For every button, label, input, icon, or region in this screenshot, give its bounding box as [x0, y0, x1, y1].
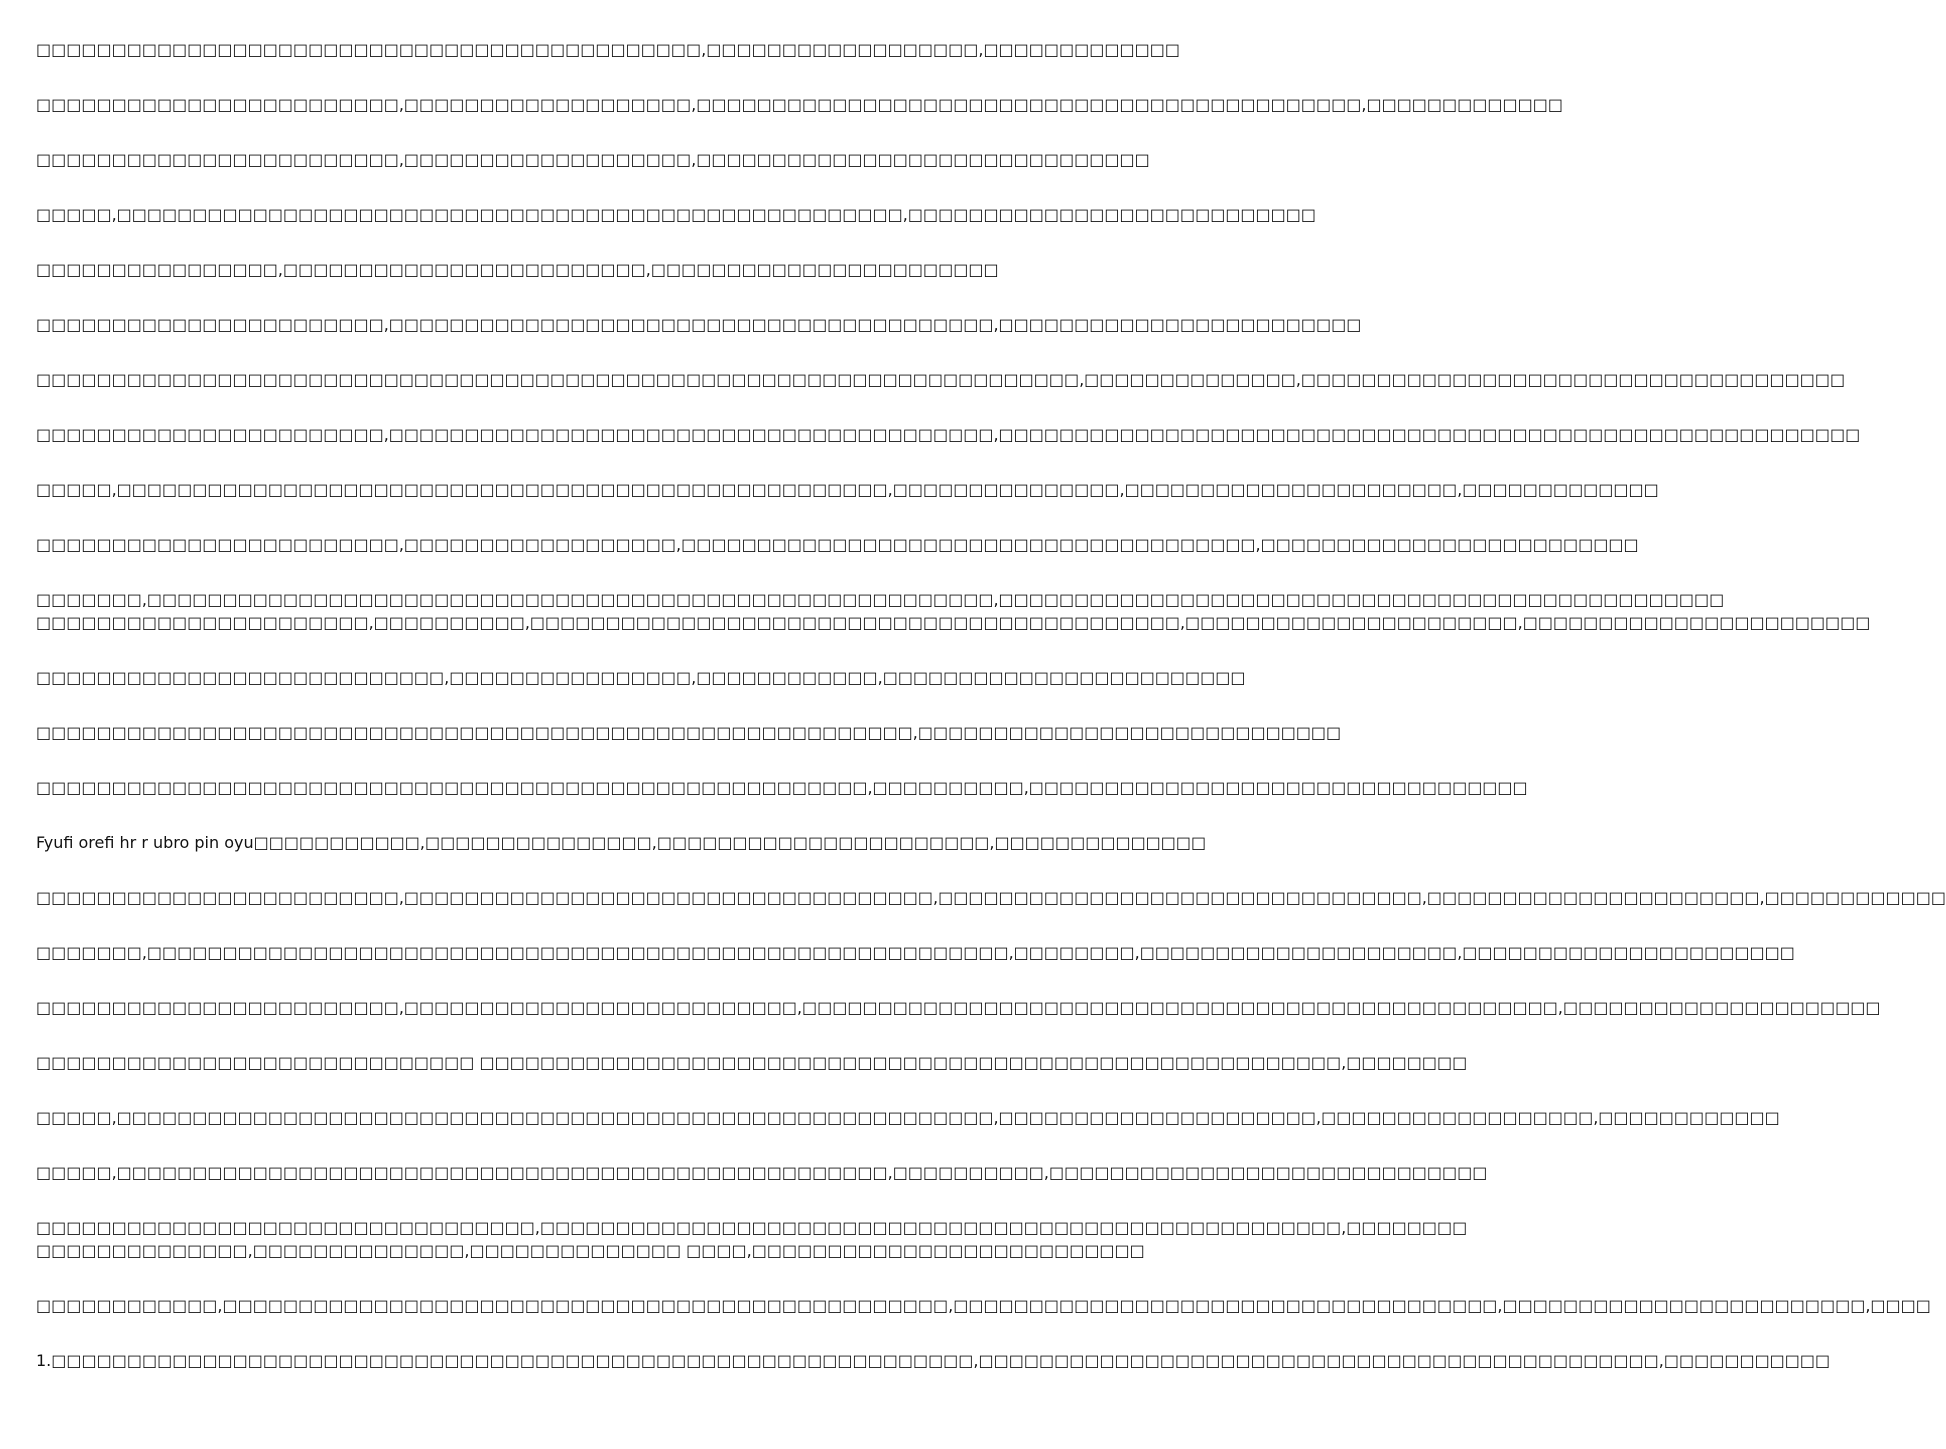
- text-line: □□□□□□□□□□□□,□□□□□□□□□□□□□□□□□□□□□□□□□□□□□□□□□□□□□□□□□□□□□□□□,□□□□□□□□□□□□□□□□□□□□□□□□□□□□□□□□□□□□,□□□□□□□□□□□□□□□□□□□□□□□□,□□□□: [36, 1296, 1931, 1315]
- paragraph: [36, 1106, 1780, 1129]
- text-line: □□□□□,□□□□□□□□□□□□□□□□□□□□□□□□□□□□□□□□□□□□□□□□□□□□□□□□□□□□,□□□□□□□□□□□□□□□□□□□□□□□□□□□: [36, 205, 1317, 224]
- text-line: □□□□□□□□□□□□□□□□□□□□□□□,□□□□□□□□□□□□□□□□□□□□□□□□□□□□□□□□□□□□□□□□,□□□□□□□□□□□□□□□□□□□□□□□□: [36, 315, 1362, 334]
- paragraph: [36, 1161, 1488, 1184]
- text-line: □□□□□□□,□□□□□□□□□□□□□□□□□□□□□□□□□□□□□□□□□□□□□□□□□□□□□□□□□□□□□□□□,□□□□□□□□□□□□□□□□□□□□□□□□□□□□□□□□□□□□□□□□□□□□□□□□: [36, 590, 1725, 609]
- text-line: □□□□□,□□□□□□□□□□□□□□□□□□□□□□□□□□□□□□□□□□□□□□□□□□□□□□□□□□□□□□□□□□,□□□□□□□□□□□□□□□□□□□□□,□□□□□□□□□□□□□□□□□□,□□□□□□□□□□□□: [36, 1108, 1780, 1127]
- paragraph: [36, 776, 1528, 799]
- paragraph: [36, 203, 1317, 226]
- text-line: □□□□□□□□□□□□□□□□□□□□□□□□,□□□□□□□□□□□□□□□□□□,□□□□□□□□□□□□□□□□□□□□□□□□□□□□□□□□□□□□□□,□□□□□□□□□□□□□□□□□□□□□□□□□: [36, 535, 1639, 554]
- paragraph: [36, 1216, 1468, 1262]
- text-line: □□□□□□□□□□□□□□□□,□□□□□□□□□□□□□□□□□□□□□□□□,□□□□□□□□□□□□□□□□□□□□□□□: [36, 260, 999, 279]
- text-line: □□□□□□□□□□□□□□□□□□□□□□□□,□□□□□□□□□□□□□□□□□□□,□□□□□□□□□□□□□□□□□□□□□□□□□□□□□□: [36, 150, 1150, 169]
- paragraph: [36, 721, 1342, 744]
- paragraph: [36, 93, 1563, 116]
- text-line: □□□□□,□□□□□□□□□□□□□□□□□□□□□□□□□□□□□□□□□□□□□□□□□□□□□□□□□□□,□□□□□□□□□□,□□□□□□□□□□□□□□□□□□□□□□□□□□□□□: [36, 1163, 1488, 1182]
- text-line: □□□□□□□□□□□□□□□□□□□□□□□□□□□□□□□□□□□□□□□□□□□□,□□□□□□□□□□□□□□□□□□,□□□□□□□□□□□□□: [36, 40, 1180, 59]
- paragraph: [36, 666, 1246, 689]
- text-line: □□□□□,□□□□□□□□□□□□□□□□□□□□□□□□□□□□□□□□□□□□□□□□□□□□□□□□□□□,□□□□□□□□□□□□□□□,□□□□□□□□□□□□□□□□□□□□□□,□□□□□□□□□□□□□: [36, 480, 1659, 499]
- text-line: Fyufi orefi hr r ubro pin oyu□□□□□□□□□□□,□□□□□□□□□□□□□□□,□□□□□□□□□□□□□□□□□□□□□□,□□□□□□□□□□□□□□: [36, 833, 1207, 852]
- text-line: □□□□□□□□□□□□□□□□□□□□□□□□□□□□□□□□□□□□□□□□□□□□□□□□□□□□□□□,□□□□□□□□□□,□□□□□□□□□□□□□□□□□□□□□□□□□□□□□□□□□: [36, 778, 1528, 797]
- text-line: □□□□□□□□□□□□□□,□□□□□□□□□□□□□□,□□□□□□□□□□□□□□ □□□□,□□□□□□□□□□□□□□□□□□□□□□□□□□: [36, 1241, 1145, 1260]
- paragraph: [36, 1051, 1468, 1074]
- text-line: □□□□□□□□□□□□□□□□□□□□□□,□□□□□□□□□□,□□□□□□□□□□□□□□□□□□□□□□□□□□□□□□□□□□□□□□□□□□□,□□□□□□□□□□□□□□□□□□□□□□,□□□□□□□□□□□□□□□□□□□□□□□: [36, 613, 1871, 632]
- paragraph: [36, 423, 1861, 446]
- paragraph: [36, 1294, 1931, 1317]
- text-line: □□□□□□□□□□□□□□□□□□□□□□□□,□□□□□□□□□□□□□□□□□□□,□□□□□□□□□□□□□□□□□□□□□□□□□□□□□□□□□□□□□□□□□□□□,□□□□□□□□□□□□□: [36, 95, 1563, 114]
- paragraph: [36, 148, 1150, 171]
- text-line: 1.□□□□□□□□□□□□□□□□□□□□□□□□□□□□□□□□□□□□□□□□□□□□□□□□□□□□□□□□□□□□□,□□□□□□□□□□□□□□□□□□□□□□□□□□□□□□□□□□□□□□□□□□□□□,□□□□□□□□□□□: [36, 1351, 1831, 1370]
- paragraph: [36, 941, 1795, 964]
- text-line: □□□□□□□□□□□□□□□□□□□□□□□□□□□□□□□□□□□□□□□□□□□□□□□□□□□□□□□□□□□□□□□□□□□□□,□□□□□□□□□□□□□□,□□□□□□□□□□□□□□□□□□□□□□□□□□□□□□□□□□□□: [36, 370, 1846, 389]
- text-line: □□□□□□□,□□□□□□□□□□□□□□□□□□□□□□□□□□□□□□□□□□□□□□□□□□□□□□□□□□□□□□□□□,□□□□□□□□,□□□□□□□□□□□□□□□□□□□□□,□□□□□□□□□□□□□□□□□□□□□□: [36, 943, 1795, 962]
- paragraph: [36, 996, 1881, 1019]
- text-line: □□□□□□□□□□□□□□□□□□□□□□□□□□□,□□□□□□□□□□□□□□□□,□□□□□□□□□□□□,□□□□□□□□□□□□□□□□□□□□□□□□: [36, 668, 1246, 687]
- text-line: □□□□□□□□□□□□□□□□□□□□□□□□□□□□□□□□□,□□□□□□□□□□□□□□□□□□□□□□□□□□□□□□□□□□□□□□□□□□□□□□□□□□□□□,□□□□□□□□: [36, 1218, 1468, 1237]
- paragraph: [36, 533, 1639, 556]
- text-line: □□□□□□□□□□□□□□□□□□□□□□□□,□□□□□□□□□□□□□□□□□□□□□□□□□□,□□□□□□□□□□□□□□□□□□□□□□□□□□□□□□□□□□□□□□□□□□□□□□□□□□,□□□□□□□□□□□□□□□□□□□□□: [36, 998, 1881, 1017]
- paragraph: [36, 1349, 1831, 1372]
- paragraph: [36, 313, 1362, 336]
- text-line: □□□□□□□□□□□□□□□□□□□□□□□□,□□□□□□□□□□□□□□□□□□□□□□□□□□□□□□□□□□□,□□□□□□□□□□□□□□□□□□□□□□□□□□□□□□□□,□□□□□□□□□□□□□□□□□□□□□□,□□□□□□□□□□□□: [36, 888, 1946, 907]
- paragraph: [36, 38, 1180, 61]
- text-line: □□□□□□□□□□□□□□□□□□□□□□□□□□□□□ □□□□□□□□□□□□□□□□□□□□□□□□□□□□□□□□□□□□□□□□□□□□□□□□□□□□□□□□□,□□□□□□□□: [36, 1053, 1468, 1072]
- paragraph: [36, 886, 1946, 909]
- text-line: □□□□□□□□□□□□□□□□□□□□□□□□□□□□□□□□□□□□□□□□□□□□□□□□□□□□□□□□□□,□□□□□□□□□□□□□□□□□□□□□□□□□□□□: [36, 723, 1342, 742]
- text-line: □□□□□□□□□□□□□□□□□□□□□□□,□□□□□□□□□□□□□□□□□□□□□□□□□□□□□□□□□□□□□□□□,□□□□□□□□□□□□□□□□□□□□□□□□□□□□□□□□□□□□□□□□□□□□□□□□□□□□□□□□□: [36, 425, 1861, 444]
- paragraph: [36, 831, 1207, 854]
- paragraph: [36, 588, 1871, 634]
- paragraph: [36, 478, 1659, 501]
- paragraph: [36, 258, 999, 281]
- paragraph: [36, 368, 1846, 391]
